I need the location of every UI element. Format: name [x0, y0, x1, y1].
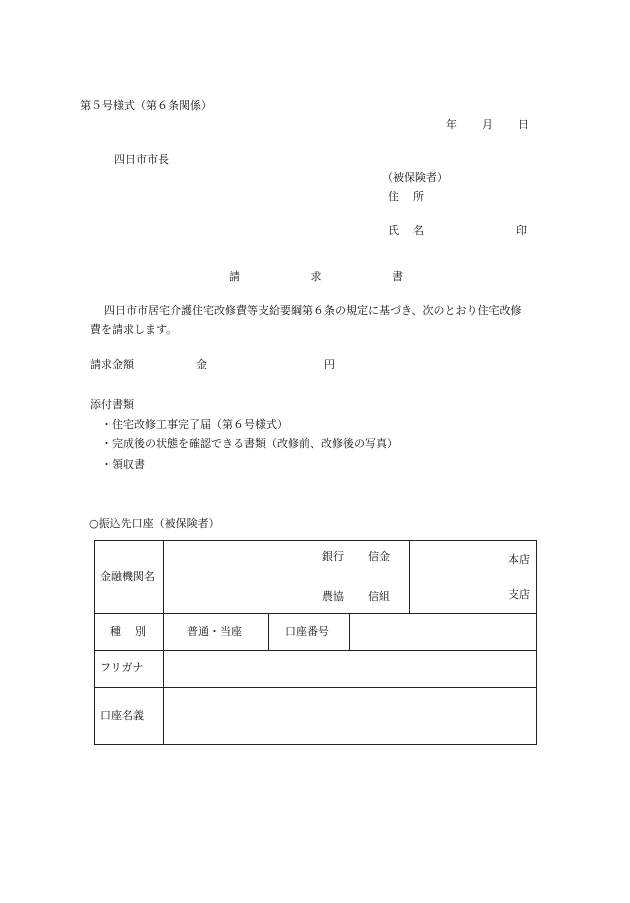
account-type-label: 種 別	[110, 625, 146, 638]
date-year-label: 年	[446, 118, 457, 131]
account-number-label: 口座番号	[285, 625, 329, 638]
account-type-value: 普通・当座	[187, 625, 242, 638]
account-holder-label: 口座名義	[100, 709, 144, 722]
body-line-1: 四日市市居宅介護住宅改修費等支給要綱第６条の規定に基づき、次のとおり住宅改修	[104, 304, 522, 317]
document-title: 請 求 書	[229, 270, 403, 283]
account-heading: ○振込先口座（被保険者）	[89, 517, 220, 530]
attachment-item-photos: ・完成後の状態を確認できる書類（改修前、改修後の写真）	[101, 437, 398, 450]
table-rule	[94, 650, 537, 651]
furigana-field[interactable]	[165, 652, 535, 686]
form-number: 第５号様式（第６条関係）	[80, 99, 212, 112]
seal-mark: 印	[516, 224, 527, 237]
bank-label: 銀行	[322, 550, 344, 563]
table-rule	[94, 687, 537, 688]
date-day-label: 日	[518, 118, 529, 131]
account-number-field[interactable]	[351, 615, 535, 649]
nokyo-label: 農協	[322, 590, 344, 603]
table-rule	[163, 540, 164, 745]
table-rule	[349, 613, 350, 650]
address-label: 住 所	[388, 190, 424, 203]
amount-prefix: 金	[196, 358, 207, 371]
main-branch-label: 本店	[508, 553, 530, 566]
body-line-2: 費を請求します。	[90, 323, 178, 336]
amount-unit: 円	[324, 358, 335, 371]
branch-label: 支店	[508, 588, 530, 601]
attachment-item-receipt: ・領収書	[101, 458, 145, 471]
table-rule	[409, 540, 410, 613]
attachments-heading: 添付書類	[90, 398, 134, 411]
date-month-label: 月	[482, 118, 493, 131]
name-label: 氏 名	[388, 224, 424, 237]
furigana-label: フリガナ	[100, 661, 144, 674]
addressee: 四日市市長	[114, 153, 169, 166]
institution-label: 金融機関名	[100, 570, 155, 583]
shinkin-label: 信金	[368, 550, 390, 563]
shinkumi-label: 信組	[368, 590, 390, 603]
account-holder-field[interactable]	[165, 689, 535, 743]
amount-label: 請求金額	[90, 358, 134, 371]
applicant-heading: （被保険者）	[382, 171, 448, 184]
table-rule	[94, 613, 537, 614]
table-rule	[268, 613, 269, 650]
attachment-item-completion-report: ・住宅改修工事完了届（第６号様式）	[101, 418, 288, 431]
